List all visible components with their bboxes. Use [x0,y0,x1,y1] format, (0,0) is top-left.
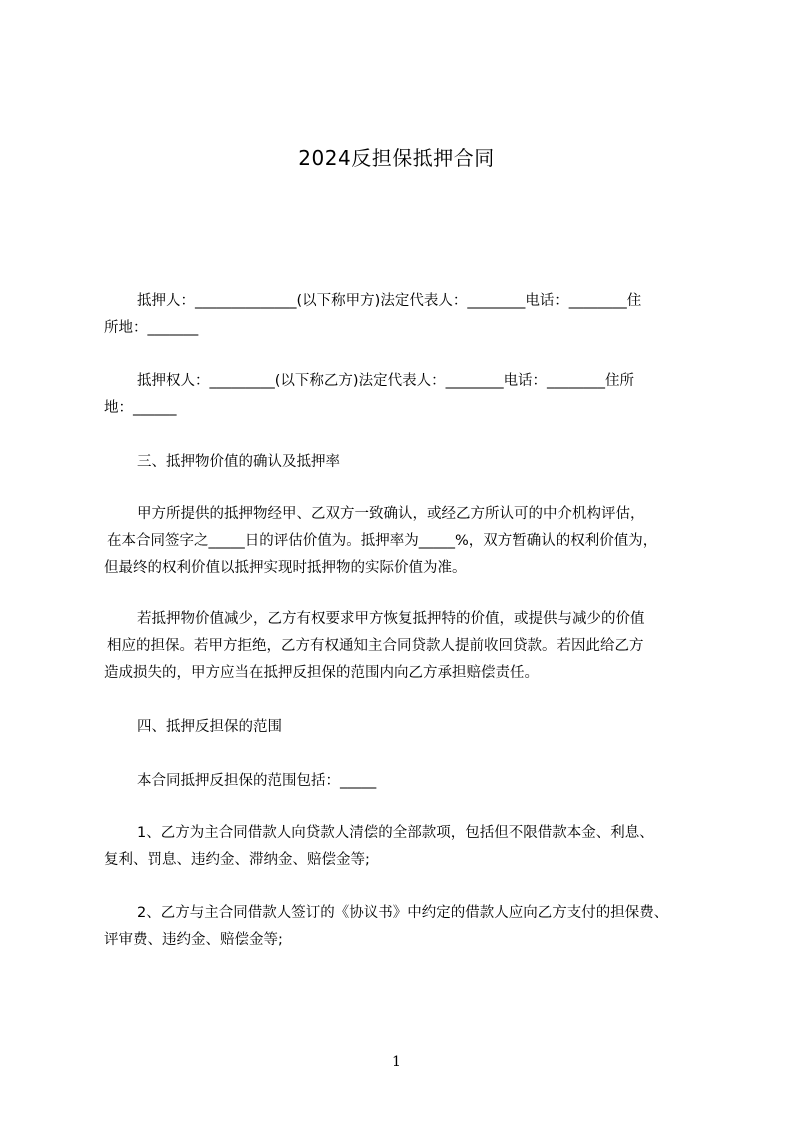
section-4-heading-text: 四、抵押反担保的范围 [137,719,282,735]
scope-item-1 [104,820,704,874]
scope-item-2-line-1: 2、乙方与主合同借款人签订的《协议书》中约定的借款人应向乙方支付的担保费、 [137,905,669,921]
section-3-heading [104,449,704,476]
valuation-line-3: 但最终的权利价值以抵押实现时抵押物的实际价值为准。 [104,560,467,576]
valuation-line-2: 在本合同签字之_____日的评估价值为。抵押率为_____%，双方暂确认的权利价值为， [107,533,658,549]
value-decrease-line-2: 相应的担保。若甲方拒绝，乙方有权通知主合同贷款人提前收回贷款。若因此给乙方 [107,638,644,654]
scope-item-1-line-2: 复利、罚息、违约金、滞纳金、赔偿金等; [104,852,370,868]
scope-item-1-line-1: 1、乙方为主合同借款人向贷款人清偿的全部款项，包括但不限借款本金、利息、 [137,825,654,841]
mortgagor-line-2: 所地：_______ [104,320,199,336]
mortgagee-line-1: 抵押权人：_________(以下称乙方)法定代表人：________电话：________住所 [137,373,635,389]
scope-item-2 [104,900,704,954]
value-decrease-paragraph [104,606,704,687]
page-number: 1 [392,1054,401,1070]
scope-intro-text: 本合同抵押反担保的范围包括：_____ [137,773,377,789]
valuation-line-1: 甲方所提供的抵押物经甲、乙双方一致确认，或经乙方所认可的中介机构评估， [137,506,645,522]
valuation-paragraph [104,501,704,582]
mortgagor-line-1: 抵押人：______________(以下称甲方)法定代表人：________电话：________住 [137,293,642,309]
section-3-heading-text: 三、抵押物价值的确认及抵押率 [137,454,340,470]
scope-item-2-line-2: 评审费、违约金、赔偿金等; [104,932,283,948]
mortgagee-line-2: 地：______ [104,400,177,416]
value-decrease-line-3: 造成损失的，甲方应当在抵押反担保的范围内向乙方承担赔偿责任。 [104,665,539,681]
section-4-heading [104,714,704,741]
scope-intro [104,768,704,795]
mortgagee-paragraph [104,368,704,422]
document-title: 2024反担保抵押合同 [298,146,495,170]
value-decrease-line-1: 若抵押物价值减少，乙方有权要求甲方恢复抵押特的价值，或提供与减少的价值 [137,611,645,627]
mortgagor-paragraph [104,288,704,342]
